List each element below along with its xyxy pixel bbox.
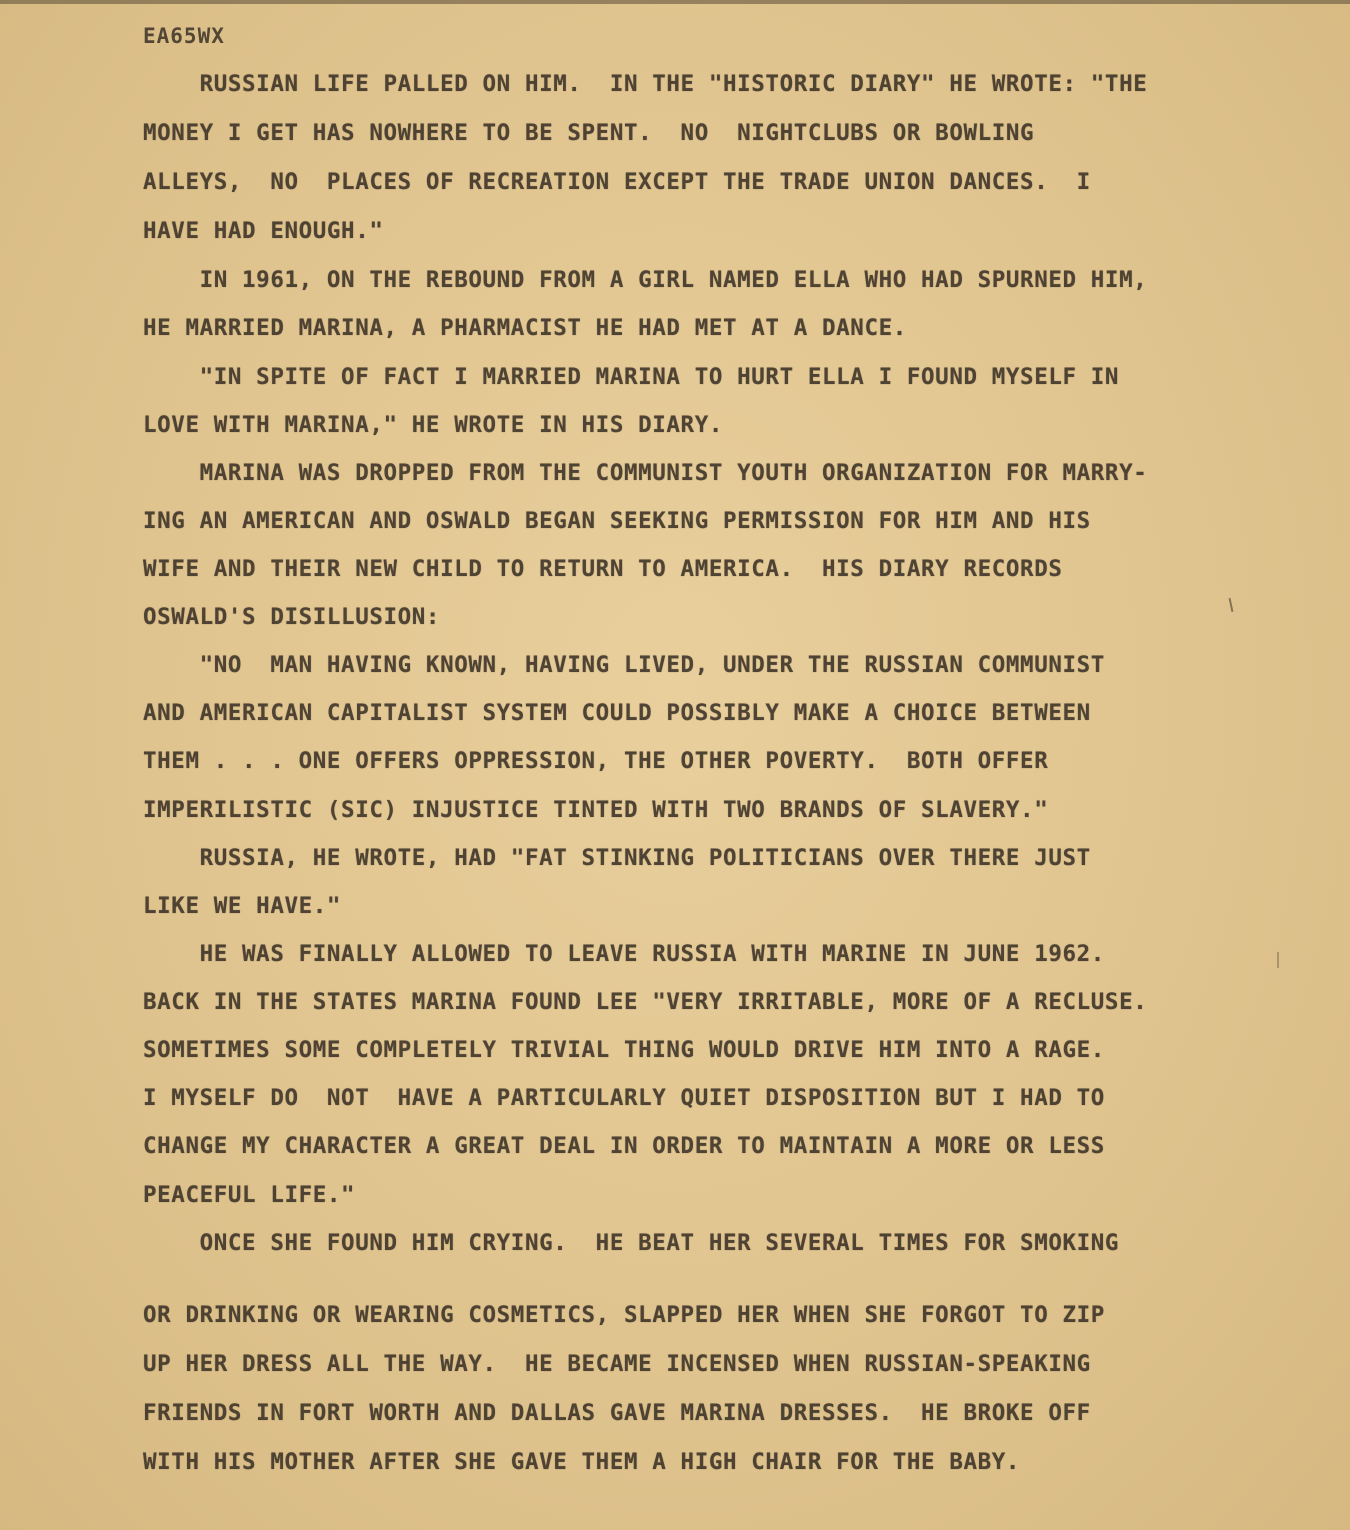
text-line: ING AN AMERICAN AND OSWALD BEGAN SEEKING PERMISSION FOR HIM AND HIS <box>143 508 1091 534</box>
torn-top-edge <box>0 0 1350 4</box>
text-line: OR DRINKING OR WEARING COSMETICS, SLAPPED HER WHEN SHE FORGOT TO ZIP <box>143 1302 1105 1328</box>
text-line: HE WAS FINALLY ALLOWED TO LEAVE RUSSIA WITH MARINE IN JUNE 1962. <box>143 941 1105 967</box>
text-line: CHANGE MY CHARACTER A GREAT DEAL IN ORDER TO MAINTAIN A MORE OR LESS <box>143 1133 1105 1159</box>
text-line: PEACEFUL LIFE." <box>143 1182 356 1208</box>
text-line: HE MARRIED MARINA, A PHARMACIST HE HAD MET AT A DANCE. <box>143 315 907 341</box>
text-line: THEM . . . ONE OFFERS OPPRESSION, THE OTHER POVERTY. BOTH OFFER <box>143 748 1049 774</box>
stray-pencil-mark <box>1277 952 1279 968</box>
text-line: IMPERILISTIC (SIC) INJUSTICE TINTED WITH TWO BRANDS OF SLAVERY." <box>143 797 1049 823</box>
text-line: SOMETIMES SOME COMPLETELY TRIVIAL THING WOULD DRIVE HIM INTO A RAGE. <box>143 1037 1105 1063</box>
text-line: WITH HIS MOTHER AFTER SHE GAVE THEM A HIGH CHAIR FOR THE BABY. <box>143 1449 1021 1475</box>
text-line: "NO MAN HAVING KNOWN, HAVING LIVED, UNDER THE RUSSIAN COMMUNIST <box>143 652 1105 678</box>
text-line: LIKE WE HAVE." <box>143 893 342 919</box>
text-line: IN 1961, ON THE REBOUND FROM A GIRL NAMED ELLA WHO HAD SPURNED HIM, <box>143 267 1148 293</box>
document-slug: EA65WX <box>143 24 225 48</box>
text-line: RUSSIA, HE WROTE, HAD "FAT STINKING POLITICIANS OVER THERE JUST <box>143 845 1091 871</box>
text-line: "IN SPITE OF FACT I MARRIED MARINA TO HURT ELLA I FOUND MYSELF IN <box>143 364 1120 390</box>
text-line: WIFE AND THEIR NEW CHILD TO RETURN TO AMERICA. HIS DIARY RECORDS <box>143 556 1063 582</box>
text-line: LOVE WITH MARINA," HE WROTE IN HIS DIARY. <box>143 412 723 438</box>
text-line: ONCE SHE FOUND HIM CRYING. HE BEAT HER SEVERAL TIMES FOR SMOKING <box>143 1230 1120 1256</box>
text-line: ALLEYS, NO PLACES OF RECREATION EXCEPT THE TRADE UNION DANCES. I <box>143 169 1091 195</box>
text-line: UP HER DRESS ALL THE WAY. HE BECAME INCENSED WHEN RUSSIAN-SPEAKING <box>143 1351 1091 1377</box>
text-line: MONEY I GET HAS NOWHERE TO BE SPENT. NO NIGHTCLUBS OR BOWLING <box>143 120 1035 146</box>
text-line: BACK IN THE STATES MARINA FOUND LEE "VERY IRRITABLE, MORE OF A RECLUSE. <box>143 989 1148 1015</box>
text-line: HAVE HAD ENOUGH." <box>143 218 384 244</box>
text-line: RUSSIAN LIFE PALLED ON HIM. IN THE "HISTORIC DIARY" HE WROTE: "THE <box>143 71 1148 97</box>
text-line: I MYSELF DO NOT HAVE A PARTICULARLY QUIET DISPOSITION BUT I HAD TO <box>143 1085 1105 1111</box>
text-line: MARINA WAS DROPPED FROM THE COMMUNIST YOUTH ORGANIZATION FOR MARRY- <box>143 460 1148 486</box>
text-line: FRIENDS IN FORT WORTH AND DALLAS GAVE MARINA DRESSES. HE BROKE OFF <box>143 1400 1091 1426</box>
text-line: AND AMERICAN CAPITALIST SYSTEM COULD POSSIBLY MAKE A CHOICE BETWEEN <box>143 700 1091 726</box>
text-line: OSWALD'S DISILLUSION: <box>143 604 441 630</box>
